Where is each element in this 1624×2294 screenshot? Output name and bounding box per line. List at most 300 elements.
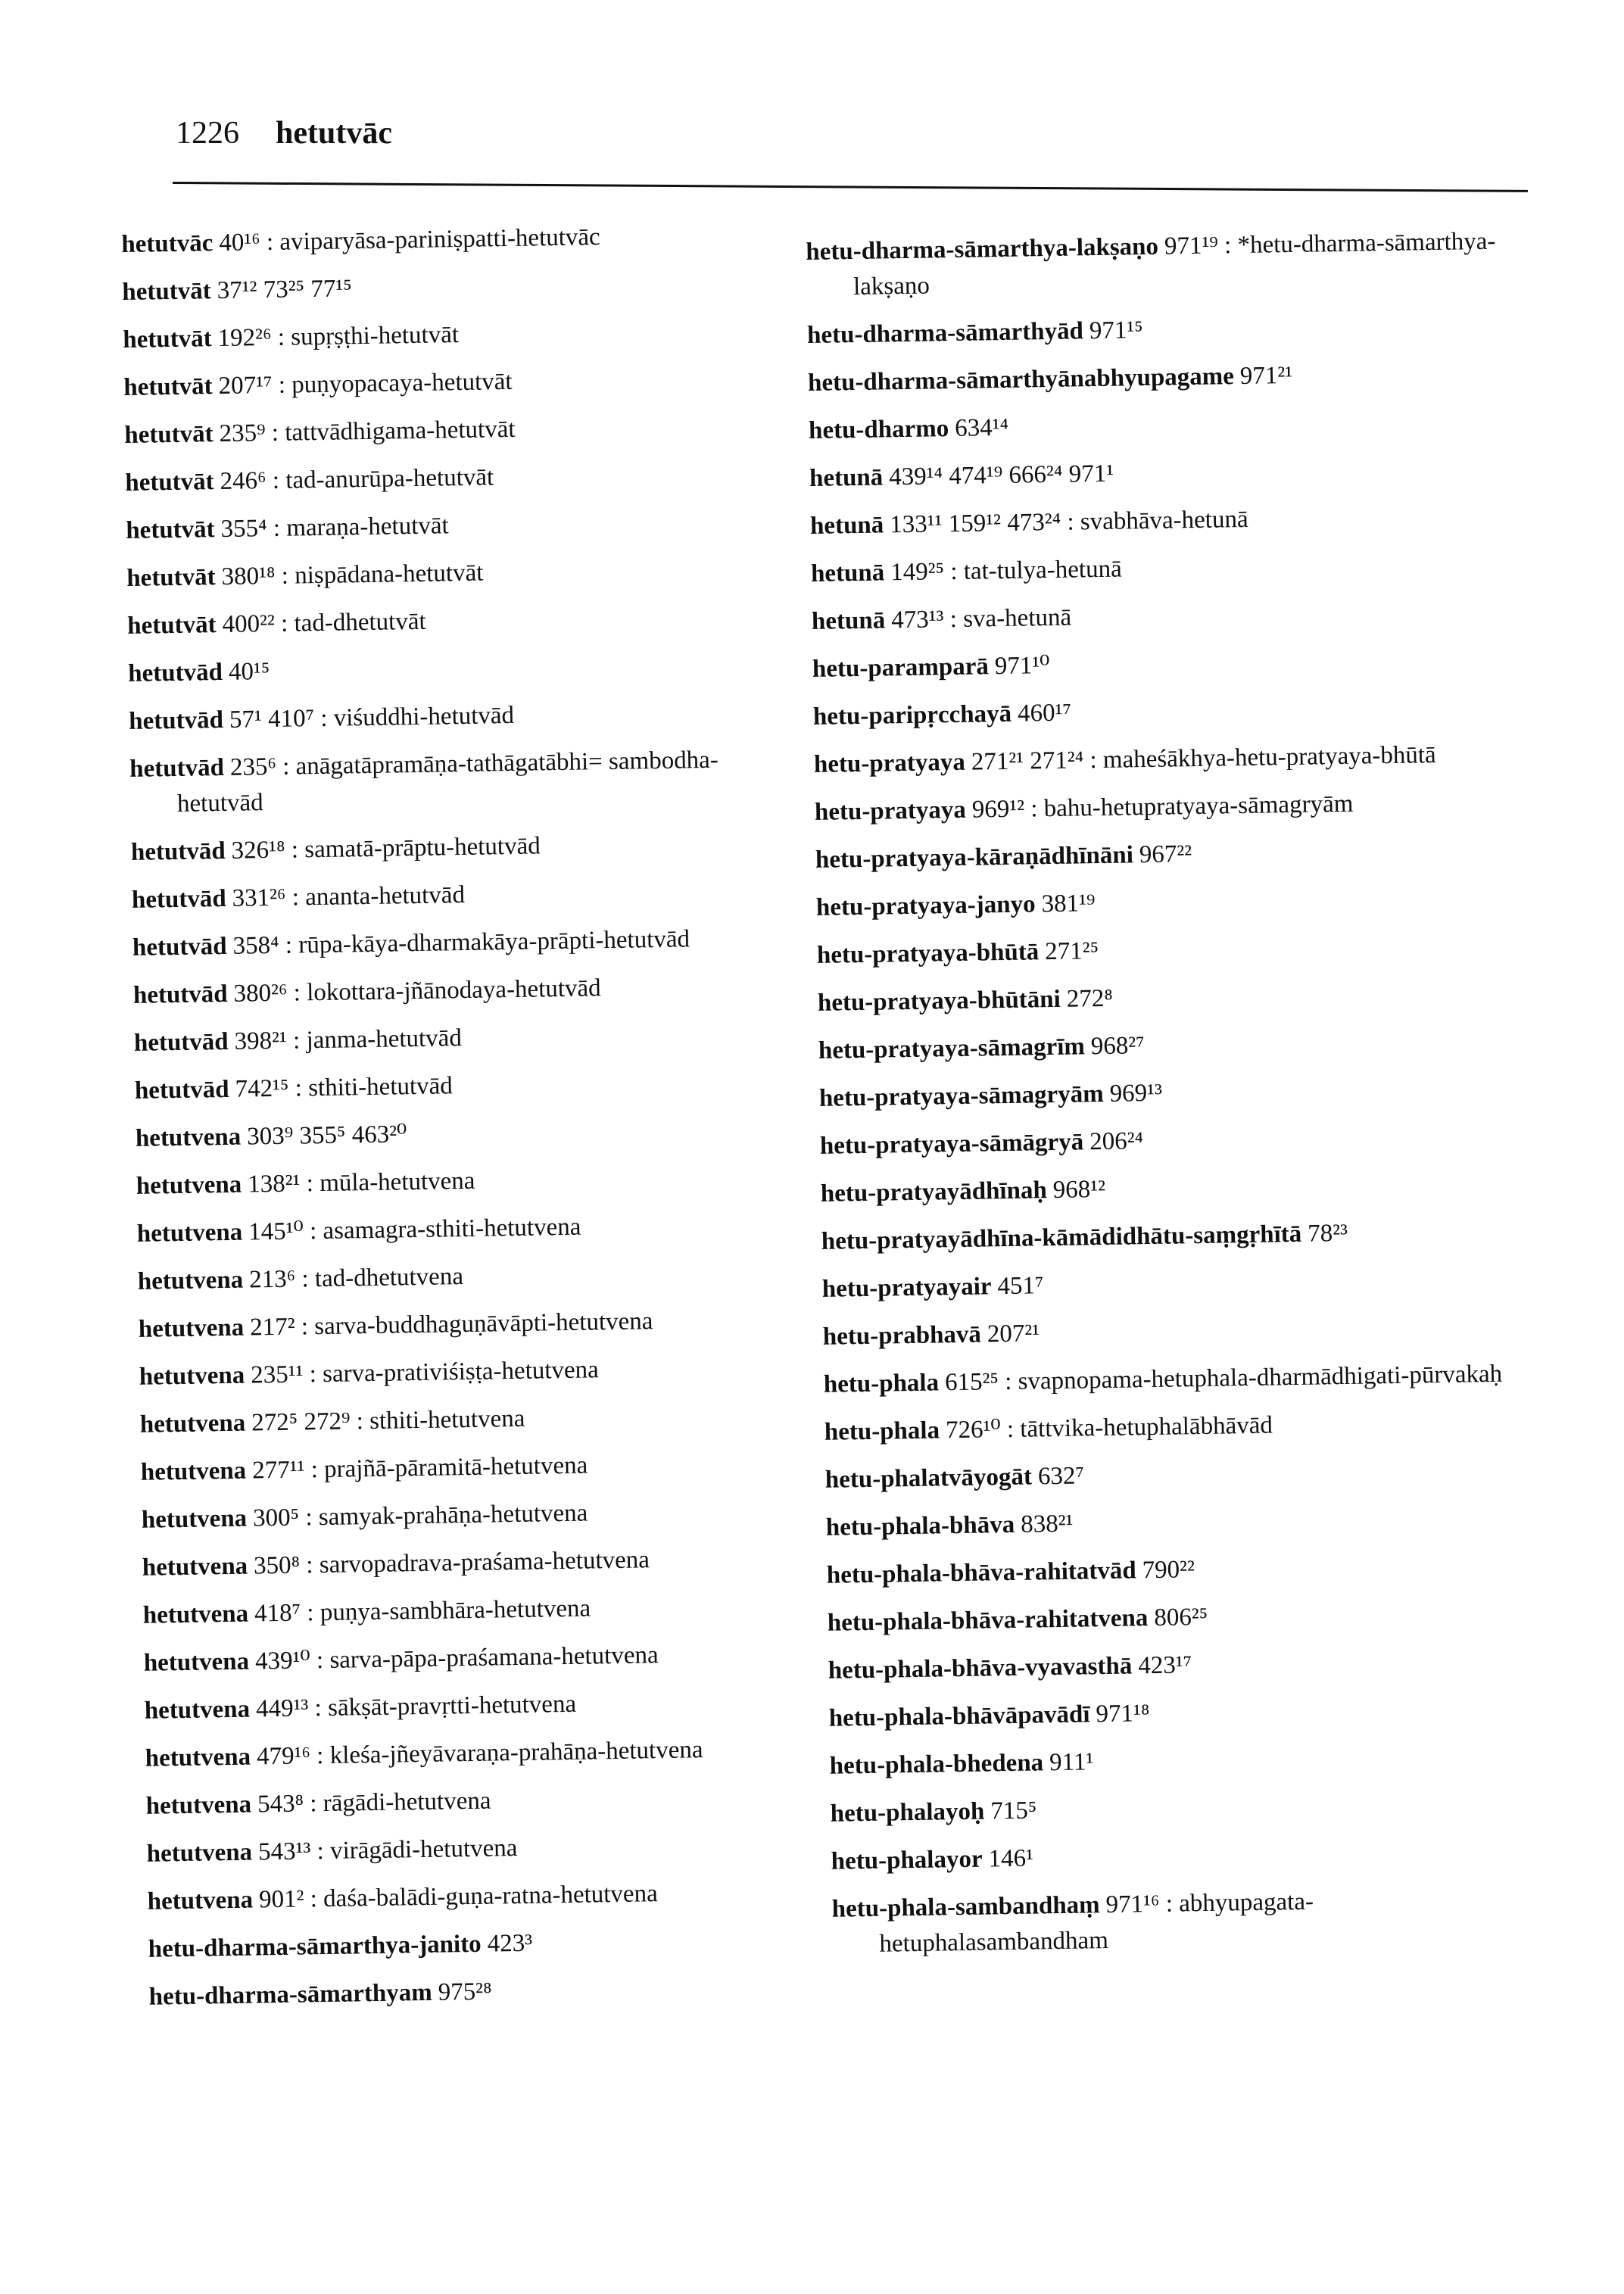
index-entry	[822, 1261, 1516, 1307]
index-entry	[809, 403, 1502, 449]
entry-separator: :	[295, 1313, 315, 1341]
entry-references: 460¹⁷	[1017, 699, 1072, 728]
entry-references: 632⁷	[1037, 1462, 1085, 1491]
entry-headword: hetutvād	[131, 884, 226, 914]
index-entry	[124, 407, 791, 454]
header-rule	[173, 182, 1528, 192]
index-entry	[819, 1070, 1513, 1116]
entry-references: 235¹¹	[250, 1361, 304, 1389]
entry-references: 479¹⁶	[256, 1742, 311, 1771]
entry-headword: hetutvāt	[125, 468, 214, 497]
index-entry	[136, 1158, 803, 1205]
entry-headword: hetu-pratyaya-kāraṇādhīnāni	[815, 841, 1134, 874]
index-entry	[126, 550, 793, 597]
index-entry	[133, 968, 800, 1014]
entry-gloss: sthiti-hetutvena	[369, 1404, 525, 1435]
entry-references: 235⁶	[229, 753, 277, 781]
entry-references: 418⁷	[254, 1599, 301, 1628]
index-entry	[824, 1451, 1518, 1498]
entry-references: 838²¹	[1020, 1510, 1074, 1538]
entry-headword: hetutvād	[134, 1075, 229, 1105]
entry-headword: hetu-phala-bhāva	[825, 1510, 1015, 1541]
index-entry	[813, 689, 1507, 735]
entry-headword: hetu-pratyayādhīnaḥ	[820, 1177, 1048, 1208]
entry-gloss: lokottara-jñānodaya-hetutvād	[306, 974, 601, 1007]
entry-headword: hetutvena	[137, 1266, 244, 1295]
entry-references: 271²¹ 271²⁴	[971, 746, 1084, 776]
entry-headword: hetutvena	[139, 1361, 245, 1391]
entry-references: 145¹⁰	[248, 1217, 304, 1246]
entry-gloss: prajñā-pāramitā-hetutvena	[323, 1451, 588, 1483]
entry-headword: hetu-phala-bhāvāpavādī	[828, 1700, 1090, 1732]
entry-headword: hetutvena	[135, 1123, 242, 1152]
entry-gloss: maraṇa-hetutvāt	[286, 512, 449, 542]
entry-headword: hetutvena	[140, 1457, 247, 1486]
entry-references: 207²¹	[987, 1320, 1040, 1348]
entry-headword: hetutvena	[136, 1170, 242, 1200]
index-entry	[827, 1594, 1520, 1641]
entry-references: 271²⁵	[1044, 937, 1099, 966]
index-entry	[810, 498, 1504, 544]
index-entry	[143, 1635, 810, 1682]
entry-references: 543⁸	[257, 1790, 304, 1819]
entry-headword: hetutvāt	[123, 325, 212, 354]
entry-references: 331²⁶	[232, 884, 286, 912]
index-entry	[808, 355, 1501, 401]
index-entry	[145, 1778, 812, 1825]
entry-headword: hetu-phalayoḥ	[830, 1797, 985, 1828]
entry-references: 968¹²	[1052, 1175, 1106, 1205]
entry-gloss: puṇya-sambhāra-hetutvena	[320, 1594, 591, 1627]
index-entry	[131, 824, 798, 871]
entry-separator: :	[998, 1367, 1018, 1396]
entry-separator: :	[285, 836, 305, 864]
index-entry	[122, 264, 789, 310]
entry-separator: :	[308, 1694, 329, 1722]
entry-headword: hetutvād	[128, 706, 224, 735]
entry-references: 246⁶	[220, 467, 267, 495]
right-column	[806, 224, 1526, 1975]
entry-headword: hetutvena	[141, 1504, 248, 1534]
entry-separator: :	[943, 557, 965, 586]
entry-headword: hetu-phala	[823, 1369, 940, 1398]
entry-separator: :	[274, 609, 295, 637]
entry-separator: :	[298, 1504, 320, 1532]
index-entry	[807, 307, 1501, 354]
entry-gloss: supṛṣṭhi-hetutvāt	[290, 321, 460, 351]
entry-gloss: sākṣāt-pravṛtti-hetutvena	[327, 1690, 577, 1722]
entry-references: 217²	[249, 1313, 295, 1342]
entry-headword: hetutvena	[136, 1218, 243, 1248]
entry-headword: hetu-phala-bhāva-rahitatvād	[826, 1557, 1136, 1589]
entry-references: 742¹⁵	[235, 1074, 289, 1103]
entry-headword: hetu-pratyaya-bhūtāni	[817, 985, 1061, 1017]
entry-headword: hetutvena	[146, 1838, 253, 1868]
entry-references: 790²²	[1142, 1556, 1195, 1585]
index-entry	[812, 594, 1505, 640]
entry-references: 971¹⁹	[1164, 232, 1219, 260]
entry-separator: :	[267, 514, 287, 543]
index-entry	[815, 832, 1509, 878]
entry-references: 423¹⁷	[1138, 1651, 1192, 1680]
entry-references: 380²⁶	[233, 979, 288, 1008]
entry-gloss: sarva-buddhaguṇāvāpti-hetutvena	[313, 1308, 653, 1341]
index-entry	[148, 1922, 815, 1968]
entry-headword: hetutvena	[143, 1647, 250, 1677]
entry-headword: hetu-pratyaya	[814, 796, 967, 826]
index-entry	[831, 1833, 1524, 1879]
entry-headword: hetutvād	[132, 932, 227, 962]
entry-references: 272⁸	[1066, 984, 1114, 1013]
index-entry	[815, 784, 1508, 831]
entry-gloss: sarva-pāpa-praśamana-hetutvena	[329, 1641, 659, 1674]
entry-references: 398²¹	[234, 1027, 288, 1055]
index-entry	[821, 1165, 1514, 1211]
entry-gloss: svapnopama-hetuphala-dharmādhigati-pūrvakaḥ	[1018, 1360, 1503, 1395]
entry-separator: :	[285, 884, 306, 912]
index-entry	[126, 503, 793, 549]
entry-separator: :	[1083, 746, 1104, 775]
index-entry	[825, 1499, 1519, 1545]
entry-headword: hetutvena	[139, 1409, 246, 1438]
entry-separator: :	[1000, 1415, 1021, 1444]
entry-gloss: samatā-prāptu-hetutvād	[304, 832, 541, 864]
entry-headword: hetu-dharmo	[808, 415, 949, 444]
entry-headword: hetu-pratyayādhīna-kāmādidhātu-saṃgṛhītā	[821, 1220, 1302, 1255]
entry-separator: :	[943, 605, 964, 634]
entry-separator: :	[304, 1455, 325, 1484]
entry-references: 146¹	[988, 1844, 1034, 1873]
index-entry	[123, 360, 790, 406]
entry-references: 400²²	[222, 609, 276, 638]
entry-gloss: maheśākhya-hetu-pratyaya-bhūtā	[1102, 741, 1436, 774]
entry-headword: hetu-phala-bhāva-rahitatvena	[827, 1604, 1149, 1637]
entry-headword: hetutvād	[129, 753, 225, 783]
entry-headword: hetunā	[810, 559, 885, 588]
running-title: hetutvāc	[276, 116, 392, 151]
entry-headword: hetutvena	[144, 1695, 251, 1725]
entry-separator: :	[287, 979, 307, 1007]
entry-references: 969¹³	[1109, 1079, 1163, 1108]
index-entry	[814, 737, 1507, 783]
entry-gloss: rūpa-kāya-dharmakāya-prāpti-hetutvād	[298, 925, 690, 959]
entry-separator: :	[310, 1646, 330, 1675]
index-entry	[137, 1206, 804, 1252]
index-entry	[136, 1111, 803, 1157]
entry-references: 40¹⁶	[219, 229, 261, 257]
entry-references: 380¹⁸	[221, 562, 276, 591]
entry-gloss: tattvādhigama-hetutvāt	[285, 415, 516, 447]
index-entry	[829, 1738, 1523, 1784]
entry-headword: hetutvād	[130, 837, 226, 866]
entry-gloss: svabhāva-hetunā	[1080, 505, 1248, 536]
entry-references: 911¹	[1049, 1748, 1094, 1777]
entry-headword: hetunā	[809, 463, 884, 492]
entry-references: 207¹⁷	[218, 371, 273, 401]
index-entry	[145, 1731, 812, 1777]
entry-headword: hetu-phala	[824, 1417, 940, 1446]
entry-references: 715⁵	[990, 1797, 1037, 1825]
index-entry	[812, 641, 1506, 687]
entry-references: 235⁹	[219, 419, 266, 447]
entry-references: 206²⁴	[1089, 1127, 1144, 1156]
entry-separator: :	[304, 1885, 324, 1913]
entry-gloss: sarvopadrava-praśama-hetutvena	[319, 1546, 650, 1579]
entry-references: 37¹² 73²⁵ 77¹⁵	[217, 275, 353, 305]
entry-references: 439¹⁴ 474¹⁹ 666²⁴ 971¹	[888, 460, 1114, 491]
index-entry	[828, 1642, 1521, 1688]
index-entry	[821, 1213, 1515, 1259]
entry-separator: :	[1024, 795, 1045, 823]
entry-separator: :	[279, 931, 299, 959]
entry-gloss: aviparyāsa-pariniṣpatti-hetutvāc	[279, 223, 600, 256]
index-entry	[129, 741, 796, 823]
entry-separator: :	[272, 371, 292, 399]
entry-headword: hetutvena	[145, 1791, 252, 1820]
entry-gloss: virāgādi-hetutvena	[329, 1834, 518, 1865]
entry-references: 355⁴	[220, 515, 267, 543]
index-entry	[818, 975, 1511, 1021]
entry-gloss: sva-hetunā	[962, 603, 1072, 633]
entry-headword: hetu-phala-bhāva-vyavasthā	[828, 1652, 1133, 1685]
entry-headword: hetu-phalatvāyogāt	[824, 1463, 1033, 1494]
entry-references: 138²¹	[247, 1170, 301, 1198]
entry-separator: :	[300, 1599, 321, 1627]
entry-references: 726¹⁰	[945, 1416, 1001, 1445]
entry-references: 901²	[258, 1885, 304, 1914]
entry-headword: hetu-pratyaya-sāmagryām	[818, 1080, 1104, 1112]
entry-headword: hetutvād	[127, 658, 223, 687]
entry-headword: hetu-phala-sambandhaṃ	[831, 1891, 1100, 1923]
index-entry	[809, 450, 1503, 497]
entry-references: 971¹⁸	[1096, 1700, 1150, 1728]
index-entry	[139, 1397, 806, 1443]
entry-headword: hetu-dharma-sāmarthya-lakṣaṇo	[806, 232, 1159, 266]
entry-references: 615²⁵	[944, 1368, 999, 1397]
index-entry	[140, 1445, 807, 1491]
entry-headword: hetutvād	[132, 980, 228, 1009]
entry-headword: hetutvāt	[126, 611, 217, 640]
index-entry	[828, 1690, 1522, 1736]
entry-references: 303⁹ 355⁵ 463²⁰	[246, 1121, 407, 1151]
entry-headword: hetutvena	[142, 1600, 249, 1629]
entry-separator: :	[286, 1027, 307, 1055]
entry-headword: hetutvād	[133, 1027, 229, 1057]
index-entry	[811, 546, 1504, 592]
entry-gloss: tad-dhetutvena	[314, 1263, 464, 1293]
entry-references: 971¹⁰	[994, 652, 1050, 681]
entry-headword: hetu-pratyaya-sāmāgryā	[819, 1128, 1084, 1160]
entry-separator: :	[310, 1741, 330, 1770]
entry-references: 975²⁸	[438, 1978, 492, 2006]
entry-separator: :	[266, 466, 286, 495]
entry-references: 358⁴	[232, 931, 279, 960]
entry-gloss: viśuddhi-hetutvād	[333, 701, 515, 732]
entry-references: 967²²	[1139, 840, 1192, 869]
entry-references: 806²⁵	[1154, 1603, 1208, 1632]
index-entry	[830, 1785, 1523, 1831]
entry-separator: :	[310, 1837, 331, 1865]
index-entry	[132, 872, 799, 918]
entry-references: 971¹⁶	[1105, 1890, 1160, 1919]
entry-references: 473¹³	[890, 606, 944, 634]
entry-separator: :	[1060, 508, 1081, 536]
entry-headword: hetutvāt	[122, 277, 211, 306]
index-entry	[146, 1826, 813, 1872]
entry-headword: hetu-dharma-sāmarthya-janito	[148, 1930, 482, 1963]
entry-references: 971¹⁵	[1089, 316, 1144, 345]
entry-headword: hetu-paramparā	[812, 653, 990, 683]
index-entry	[123, 312, 790, 358]
entry-separator: :	[288, 1074, 309, 1102]
page-number: 1226	[176, 116, 239, 151]
entry-separator: :	[265, 419, 285, 447]
entry-gloss: abhyupagata-hetuphalasambandham	[879, 1887, 1314, 1958]
entry-separator: :	[303, 1361, 323, 1389]
entry-gloss: sarva-prativiśiṣṭa-hetutvena	[322, 1356, 600, 1389]
index-entry	[818, 1022, 1512, 1068]
entry-headword: hetunā	[811, 606, 886, 635]
entry-headword: hetutvāc	[121, 229, 214, 258]
entry-gloss: puṇyopacaya-hetutvāt	[291, 367, 513, 399]
entry-gloss: daśa-balādi-guṇa-ratna-hetutvena	[323, 1880, 658, 1913]
entry-references: 78²³	[1307, 1219, 1348, 1248]
entry-gloss: janma-hetutvād	[306, 1024, 463, 1055]
entry-gloss: tāttvika-hetuphalābhāvād	[1020, 1411, 1273, 1443]
entry-references: 213⁶	[248, 1265, 296, 1294]
entry-headword: hetutvena	[147, 1886, 254, 1915]
index-entry	[141, 1492, 808, 1538]
entry-gloss: mūla-hetutvena	[319, 1167, 475, 1198]
entry-headword: hetu-pratyaya	[813, 748, 966, 778]
entry-headword: hetutvāt	[123, 372, 213, 401]
index-entry	[806, 224, 1499, 306]
index-entry	[125, 455, 792, 501]
entry-headword: hetu-dharma-sāmarthyam	[148, 1978, 432, 2011]
entry-gloss: bahu-hetupratyaya-sāmagryām	[1043, 790, 1354, 823]
entry-headword: hetutvāt	[126, 563, 216, 592]
index-entry	[147, 1874, 814, 1920]
entry-references: 40¹⁵	[228, 657, 270, 686]
index-entry	[824, 1404, 1517, 1450]
entry-references: 326¹⁸	[231, 836, 285, 865]
left-column	[121, 217, 815, 2028]
index-entry	[148, 1969, 815, 2015]
entry-references: 971²¹	[1239, 361, 1293, 391]
entry-headword: hetunā	[809, 511, 884, 540]
entry-headword: hetu-paripṛcchayā	[812, 700, 1012, 731]
entry-references: 449¹³	[255, 1694, 309, 1723]
index-entry	[139, 1301, 806, 1348]
index-entry	[826, 1547, 1520, 1593]
entry-headword: hetu-dharma-sāmarthyād	[806, 317, 1084, 349]
entry-headword: hetutvena	[142, 1552, 248, 1582]
index-entry	[820, 1117, 1513, 1164]
index-entry	[132, 920, 800, 966]
index-entry	[129, 693, 796, 740]
entry-separator: :	[276, 753, 296, 781]
index-entry	[142, 1540, 809, 1586]
entry-references: 192²⁶	[217, 323, 272, 353]
entry-headword: hetutvena	[145, 1743, 251, 1772]
index-entry	[139, 1349, 806, 1395]
entry-headword: hetutvāt	[126, 516, 215, 544]
entry-separator: :	[275, 562, 295, 590]
page-header	[176, 115, 392, 151]
entry-headword: hetu-pratyaya-janyo	[815, 890, 1036, 921]
entry-headword: hetu-pratyaya-sāmagrīm	[818, 1033, 1086, 1064]
entry-references: 133¹¹ 159¹² 473²⁴	[889, 508, 1061, 539]
entry-gloss: niṣpādana-hetutvāt	[294, 559, 484, 590]
index-entry	[128, 646, 795, 692]
entry-references: 149²⁵	[890, 558, 945, 587]
entry-references: 272⁵ 272⁹	[251, 1407, 351, 1437]
entry-separator: :	[1159, 1890, 1180, 1918]
entry-references: 439¹⁰	[254, 1647, 311, 1675]
entry-headword: hetu-dharma-sāmarthyānabhyupagame	[807, 363, 1235, 397]
entry-references: 451⁷	[997, 1272, 1044, 1301]
entry-separator: :	[300, 1170, 320, 1198]
entry-headword: hetu-pratyaya-bhūtā	[816, 938, 1040, 969]
entry-references: 57¹ 410⁷	[229, 705, 315, 734]
entry-gloss: tat-tulya-hetunā	[963, 555, 1122, 585]
entry-references: 968²⁷	[1090, 1032, 1146, 1061]
entry-references: 634¹⁴	[954, 413, 1009, 442]
entry-gloss: anāgatāpramāṇa-tathāgatābhi= sambodha-hetutvād	[176, 746, 719, 818]
index-entry	[823, 1308, 1516, 1354]
entry-separator: :	[303, 1217, 323, 1245]
entry-headword: hetu-phala-bhedena	[829, 1749, 1044, 1780]
entry-gloss: kleśa-jñeyāvaraṇa-prahāṇa-hetutvena	[329, 1736, 703, 1769]
entry-references: 350⁸	[253, 1551, 301, 1580]
index-entry	[817, 927, 1510, 974]
entry-references: 423³	[487, 1929, 533, 1958]
entry-headword: hetutvāt	[124, 420, 214, 449]
entry-gloss: ananta-hetutvād	[304, 881, 466, 912]
entry-separator: :	[299, 1551, 320, 1579]
entry-separator: :	[1217, 232, 1238, 260]
entry-headword: hetu-pratyayair	[821, 1273, 992, 1303]
entry-references: 381¹⁹	[1041, 890, 1096, 918]
entry-headword: hetutvena	[138, 1314, 245, 1343]
entry-gloss: rāgādi-hetutvena	[323, 1787, 491, 1818]
index-entry	[823, 1356, 1516, 1402]
index-entry	[135, 1063, 802, 1109]
entry-headword: hetu-phalayor	[831, 1845, 983, 1875]
entry-references: 543¹³	[257, 1837, 311, 1866]
entry-separator: :	[303, 1790, 324, 1818]
index-entry	[121, 217, 788, 263]
entry-gloss: tad-anurūpa-hetutvāt	[285, 463, 494, 494]
entry-headword: hetu-prabhavā	[822, 1320, 982, 1351]
index-entry	[831, 1881, 1525, 1962]
entry-separator: :	[271, 323, 291, 351]
entry-gloss: asamagra-sthiti-hetutvena	[323, 1213, 581, 1245]
index-entry	[142, 1588, 809, 1634]
entry-references: 277¹¹	[251, 1456, 305, 1485]
index-entry	[144, 1683, 811, 1729]
entry-separator: :	[260, 228, 280, 257]
index-entry	[127, 598, 794, 644]
entry-gloss: samyak-prahāṇa-hetutvena	[318, 1499, 588, 1532]
index-entry	[134, 1015, 801, 1061]
entry-separator: :	[295, 1265, 316, 1293]
index-entry	[138, 1254, 805, 1300]
entry-separator: :	[313, 704, 335, 733]
entry-references: 300⁵	[252, 1504, 300, 1532]
index-entry	[816, 880, 1510, 926]
entry-gloss: sthiti-hetutvād	[307, 1072, 454, 1102]
